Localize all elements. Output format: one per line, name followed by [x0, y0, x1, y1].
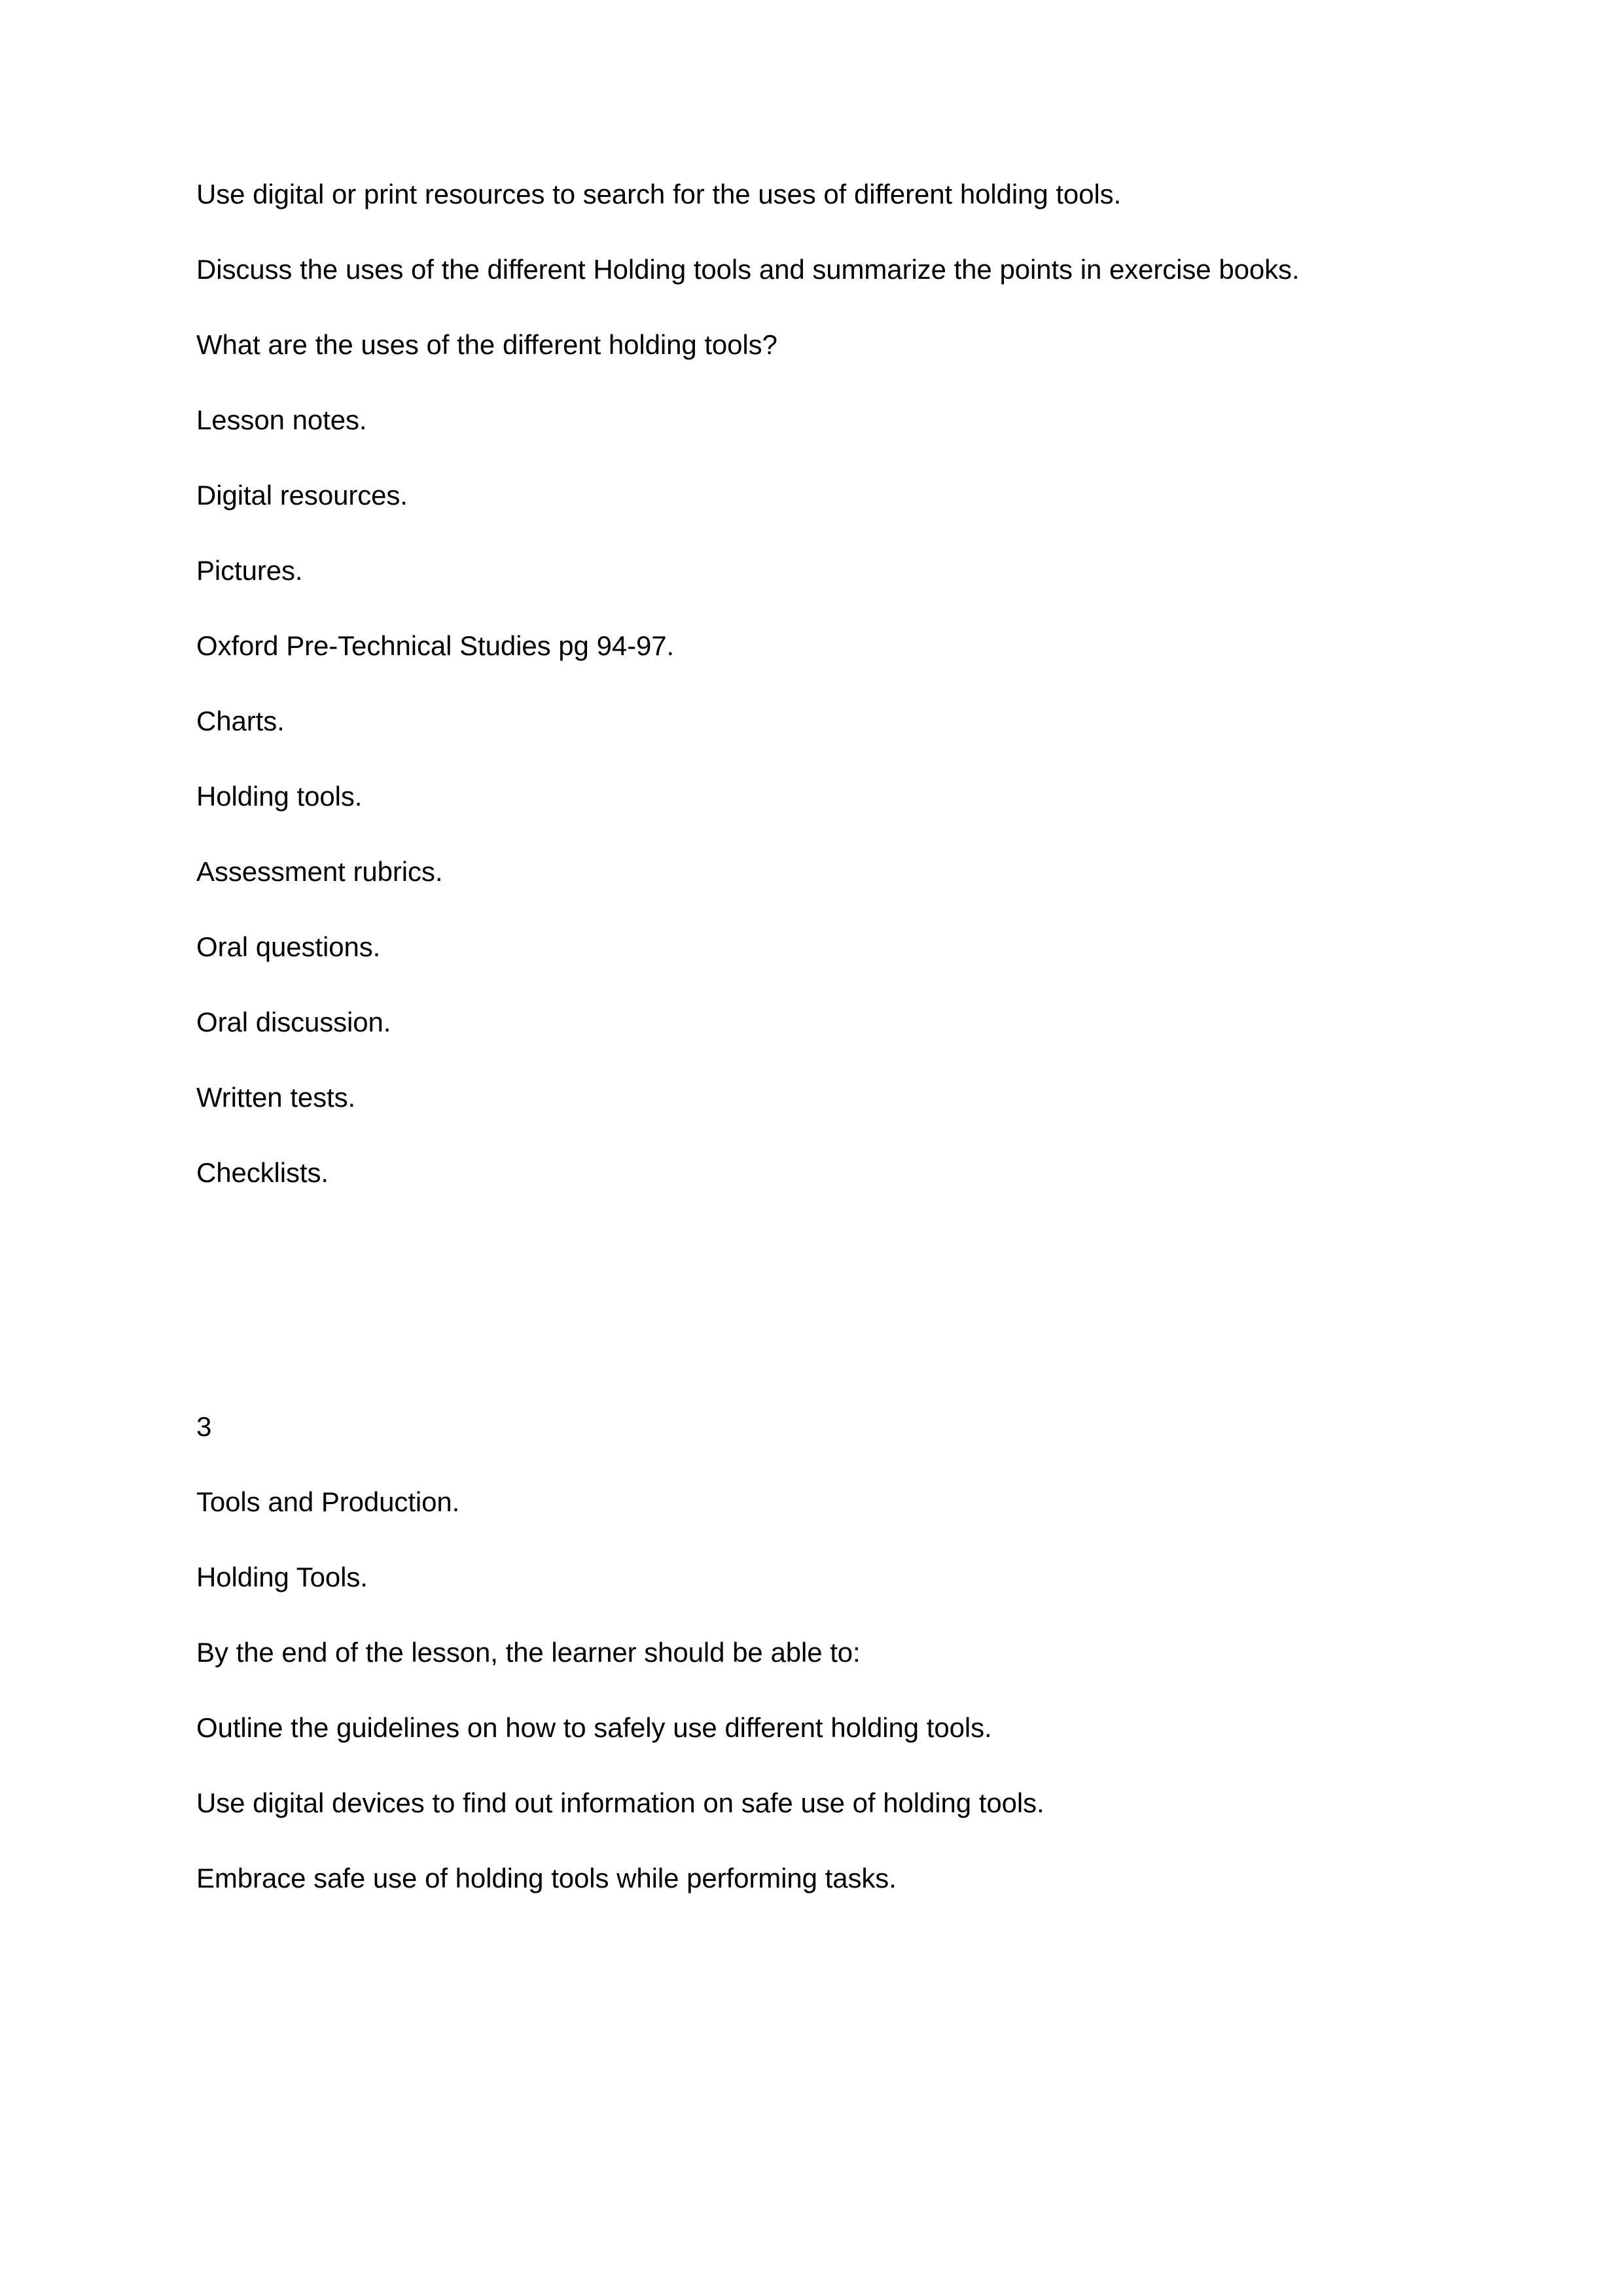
- learning-outcome-embrace-safe-use: Embrace safe use of holding tools while performing tasks.: [196, 1863, 897, 1893]
- section-spacer: [196, 1192, 1427, 1408]
- paragraph-key-inquiry-question: What are the uses of the different holding tools?: [196, 329, 777, 360]
- resource-item-charts: Charts.: [196, 706, 285, 736]
- document-text-column: [196, 175, 1427, 1897]
- assessment-item-rubrics: Assessment rubrics.: [196, 856, 443, 887]
- assessment-item-oral-discussion: Oral discussion.: [196, 1007, 391, 1037]
- learning-outcomes-intro: By the end of the lesson, the learner should be able to:: [196, 1637, 861, 1668]
- lesson-number: 3: [196, 1411, 212, 1442]
- paragraph-discuss-uses: Discuss the uses of the different Holding tools and summarize the points in exercise books.: [196, 254, 1300, 285]
- resource-item-digital-resources: Digital resources.: [196, 480, 408, 511]
- learning-outcome-use-digital-devices: Use digital devices to find out information on safe use of holding tools.: [196, 1787, 1044, 1818]
- resource-item-holding-tools: Holding tools.: [196, 781, 363, 812]
- sub-strand-title-holding-tools: Holding Tools.: [196, 1562, 368, 1592]
- resource-item-pictures: Pictures.: [196, 555, 303, 586]
- resource-item-textbook-reference: Oxford Pre-Technical Studies pg 94-97.: [196, 630, 675, 661]
- section-one: [196, 175, 1427, 1192]
- assessment-item-oral-questions: Oral questions.: [196, 931, 381, 962]
- resource-item-lesson-notes: Lesson notes.: [196, 404, 367, 435]
- paragraph-search-resources: Use digital or print resources to search for the uses of different holding tools.: [196, 179, 1122, 209]
- assessment-item-written-tests: Written tests.: [196, 1082, 356, 1113]
- strand-title-tools-and-production: Tools and Production.: [196, 1486, 460, 1517]
- learning-outcome-outline-guidelines: Outline the guidelines on how to safely use different holding tools.: [196, 1712, 992, 1743]
- section-two: [196, 1408, 1427, 1897]
- assessment-item-checklists: Checklists.: [196, 1157, 329, 1188]
